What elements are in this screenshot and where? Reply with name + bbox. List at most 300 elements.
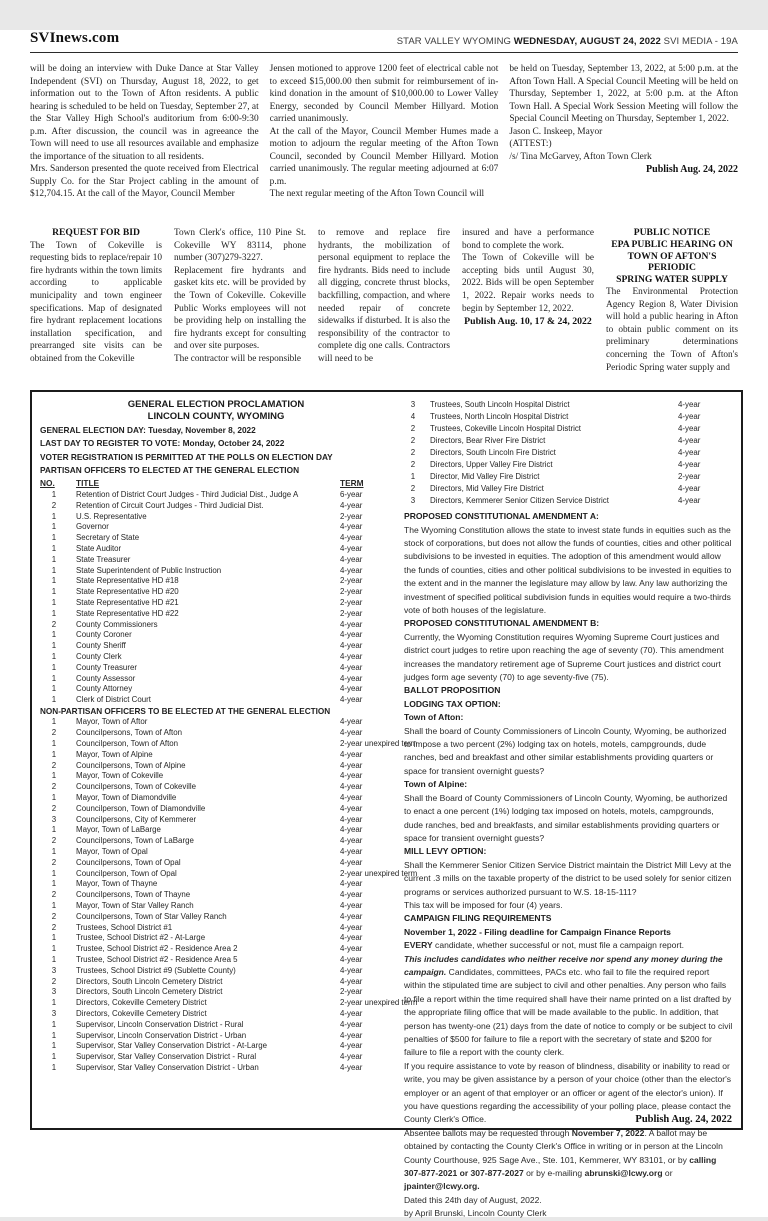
cell-no: 2 (51, 803, 57, 813)
issue-line (397, 36, 738, 47)
text-segment: MILL LEVY OPTION: (404, 846, 487, 857)
officer-row (40, 750, 392, 761)
cell-title: State Representative HD #21 (76, 597, 179, 607)
cell-no: 2 (51, 619, 57, 629)
text-segment: Candidates, committees, PACs etc. who fail to file the required report within the stipulated time are subject to civil and other penalties. Any person who fails to file a report within the time required shall have their name printed on a list drafted by the appropriate filing office that will be made available to the public. In addition, that person has twenty-one (21) days from the date of notice to comply or be subject to civil penalties of $500 for failure to file a report with the secretary of state and $200 for failure to file a report with the county clerk. (404, 966, 733, 1058)
paragraph: Mrs. Sanderson presented the quote received from Electrical Supply Co. for the Star Project cabling in the amount of $12,704.15. At the call of the Mayor, Council Member (30, 164, 259, 200)
cell-title: Directors, Cokeville Cemetery District (76, 998, 207, 1008)
cell-title: Councilperson, Town of Afton (76, 739, 179, 748)
officer-row (40, 890, 392, 901)
text-segment: Shall the Kemmerer Senior Citizen Service District maintain the District Mill Levy at the current .3 mills on the taxable property of the district to be used solely for senior citizen programs or services authorized pursuant to W.S. 18-15-111? (404, 859, 732, 897)
text-segment: Dated this 24th day of August, 2022. (404, 1194, 542, 1205)
cell-no: 2 (410, 424, 416, 434)
cell-term: 4-year (340, 911, 363, 921)
cell-title: Trustee, School District #2 - Residence Area 5 (76, 954, 238, 964)
section-heading (404, 845, 733, 858)
text-segment: Shall the board of County Commissioners of Lincoln County, Wyoming, be authorized to impose a two percent (2%) lodging tax on hotels, motels, campgrounds, dude ranches, bed and breakfast and other similar establishments providing quarters or space for transient overnight guests? (404, 725, 727, 776)
cell-term: 4-year (340, 630, 363, 640)
officer-row (40, 944, 392, 955)
cell-term: 4-year (340, 771, 363, 781)
cell-no: 2 (51, 728, 57, 738)
officer-row (40, 620, 392, 631)
paragraph: insured and have a performance bond to complete the work. (462, 228, 594, 251)
text-segment: or by e-mailing (523, 1168, 585, 1179)
cell-title: Directors, Kemmerer Senior Citizen Service District (430, 496, 609, 506)
paragraph (404, 1207, 733, 1220)
officer-row (40, 533, 392, 544)
cell-no: 1 (51, 825, 57, 835)
cell-term: 4-year (340, 803, 363, 813)
cell-no: 1 (51, 1062, 57, 1072)
text-segment: Town of Alpine: (404, 779, 468, 790)
request-for-bid-title: REQUEST FOR BID (52, 227, 140, 239)
cell-no: 2 (51, 760, 57, 770)
cell-term: 2-year (340, 608, 363, 618)
district-officers-rows (404, 399, 733, 507)
cell-term: 4-year (340, 749, 363, 759)
officer-row (40, 977, 392, 988)
election-info-lines (40, 424, 392, 477)
cell-no: 1 (51, 739, 57, 748)
cell-title: State Superintendent of Public Instruction (76, 565, 222, 575)
cell-no: 1 (51, 597, 57, 607)
text-segment: Town of Afton: (404, 712, 464, 723)
public-notice-title (606, 227, 738, 286)
cell-title: County Attorney (76, 684, 133, 694)
officer-row (40, 901, 392, 912)
cell-term: 4-year (340, 1030, 363, 1040)
legal-notices-row (30, 227, 738, 374)
cell-term: 4-year (340, 900, 363, 910)
text-line: Jason C. Inskeep, Mayor (509, 126, 603, 137)
paragraph: be held on Tuesday, September 13, 2022, at 5:00 p.m. at the Afton Town Hall. A Special Council Meeting will be held on Thursday, September 1, 2022, at 5:00 p.m. at the Afton Town Hall. A Special Work Session Meeting will follow the Special Council Meeting on Thursday, September 1, 2022. (509, 64, 739, 125)
cell-title: Mayor, Town of Alpine (76, 749, 153, 759)
cell-no: 1 (51, 533, 57, 543)
section-heading (404, 510, 733, 523)
cell-term: 4-year (340, 662, 363, 672)
text-segment: This tax will be imposed for four (4) years. (404, 899, 563, 910)
cell-title: Councilpersons, Town of Opal (76, 857, 181, 867)
cell-term: 6-year (340, 489, 363, 499)
cell-no: 1 (51, 543, 57, 553)
cell-no: 1 (51, 900, 57, 910)
cell-no: 2 (51, 857, 57, 867)
minutes-column-2 (270, 63, 499, 201)
cell-no: 1 (51, 771, 57, 781)
cell-term: 4-year (340, 933, 363, 943)
cell-no: 1 (51, 998, 57, 1008)
issue-location: STAR VALLEY WYOMING (396, 36, 514, 47)
paragraph: At the call of the Mayor, Council Member Humes made a motion to adjourn the regular meeting of the Afton Town Council, seconded by Council Member Hillyard. Motion carried unanimously. The regular meeting adjourned at 6:07 p.m. (269, 126, 499, 187)
officer-row (40, 966, 392, 977)
officer-row (40, 512, 392, 523)
officer-row (40, 1041, 392, 1052)
cell-term: 4-year (340, 954, 363, 964)
cell-title: Trustee, School District #2 - Residence Area 2 (76, 944, 238, 954)
paragraph (404, 725, 733, 779)
officer-row (40, 641, 392, 652)
text-line: (ATTEST:) (509, 139, 552, 150)
cell-term: 4-year (340, 565, 363, 575)
cell-title: Councilpersons, Town of LaBarge (76, 836, 194, 846)
cell-title: Supervisor, Star Valley Conservation District - Urban (76, 1062, 259, 1072)
paragraph (404, 1127, 733, 1194)
cell-term: 4-year (340, 944, 363, 954)
cell-term: 2-year (678, 472, 701, 482)
officer-row (404, 471, 733, 483)
text-segment: LODGING TAX OPTION: (404, 698, 501, 709)
cell-no: 1 (51, 651, 57, 661)
masthead (30, 30, 738, 53)
publish-line: Publish Aug. 24, 2022 (635, 1114, 732, 1126)
cell-no: 1 (51, 684, 57, 694)
cell-no: 1 (51, 868, 57, 878)
paragraph: Town Clerk's office, 110 Pine St. Cokeville WY 83114, phone number (307)279-3227. (174, 228, 306, 264)
text-line: GENERAL ELECTION DAY: Tuesday, November 8, 2022 (40, 425, 256, 436)
section-heading (404, 617, 733, 630)
cell-term: 4-year (340, 533, 363, 543)
section-heading (404, 684, 733, 697)
text-segment: PROPOSED CONSTITUTIONAL AMENDMENT B: (404, 618, 600, 629)
officer-row (40, 576, 392, 587)
cell-title: County Coroner (76, 630, 132, 640)
cell-title: Secretary of State (76, 533, 140, 543)
text-segment: jpainter@lcwy.org. (404, 1181, 480, 1192)
cell-no: 1 (51, 565, 57, 575)
text-line: /s/ Tina McGarvey, Afton Town Clerk (509, 151, 652, 162)
cell-term: 2-year (340, 511, 363, 521)
officer-row (40, 587, 392, 598)
cell-title: Trustees, South Lincoln Hospital District (430, 400, 570, 410)
paragraph: Jensen motioned to approve 1200 feet of electrical cable not to exceed $15,000.00 then submit for reimbursement of in-kind donation in the amount of $10,000.00 to Lower Valley Energy, seconded by Council Member Hillyard. Motion carried unanimously. (269, 64, 499, 125)
cell-term: 2-year (340, 576, 363, 586)
cell-term: 4-year (678, 412, 701, 422)
officer-row (40, 609, 392, 620)
text-line: PARTISAN OFFICERS TO ELECTED AT THE GENERAL ELECTION (40, 464, 300, 475)
paragraph: Replacement fire hydrants and gasket kits etc. will be provided by the Town of Cokeville. Cokeville Public Works employees will not be providing help on installing the fire hydrants except for consulting and over site purposes. (174, 265, 306, 352)
officer-row (40, 663, 392, 674)
nonpartisan-officers-rows (40, 717, 418, 1073)
officer-row (404, 435, 733, 447)
cell-no: 2 (51, 890, 57, 900)
text-segment: Absentee ballots may be requested through (404, 1127, 572, 1138)
cell-title: County Commissioners (76, 619, 158, 629)
cell-term: 4-year (340, 760, 363, 770)
cell-term: 4-year (340, 717, 363, 727)
officer-row (40, 566, 392, 577)
paragraph (404, 953, 733, 1060)
cell-term: 4-year (340, 782, 363, 792)
officer-row (40, 522, 392, 533)
officer-row (404, 423, 733, 435)
cell-no: 1 (410, 472, 416, 482)
cell-no: 1 (51, 673, 57, 683)
paragraph: The contractor will be responsible (174, 353, 302, 364)
cell-no: 2 (410, 484, 416, 494)
paragraph: The Environmental Protection Agency Region 8, Water Division will hold a public hearing in Afton to obtain public comment on its preliminary determinations concerning the Town of Afton's Periodic Spring water supply and (606, 287, 738, 373)
cell-term: 4-year (678, 436, 701, 446)
cell-title: State Representative HD #22 (76, 608, 179, 618)
cell-title: Mayor, Town of Thayne (76, 879, 158, 889)
text-segment: calling 307-877-2021 or 307-877-2027 (404, 1154, 717, 1179)
officer-row (40, 674, 392, 685)
paragraph: The next regular meeting of the Afton Town Council will (269, 189, 485, 200)
text-line: VOTER REGISTRATION IS PERMITTED AT THE POLLS ON ELECTION DAY (40, 451, 333, 462)
cell-no: 1 (51, 1030, 57, 1040)
request-for-bid-column-3 (318, 227, 450, 366)
cell-term: 4-year (340, 684, 363, 694)
cell-title: Directors, Mid Valley Fire District (430, 484, 544, 494)
cell-title: Councilpersons, City of Kemmerer (76, 814, 197, 824)
cell-no: 1 (51, 587, 57, 597)
cell-no: 1 (51, 792, 57, 802)
cell-term: 4-year (340, 857, 363, 867)
text-segment: Shall the Board of County Commissioners of Lincoln County, Wyoming, be authorized to enact a one percent (1%) lodging tax imposed on hotels, motels, campgrounds, dude ranches, bed and breakfasts, and similar establishments providing quarters or space for transient overnight guests? (404, 792, 728, 843)
text-line: LAST DAY TO REGISTER TO VOTE: Monday, October 24, 2022 (40, 438, 285, 449)
cell-term: 2-year (340, 587, 363, 597)
text-line: SPRING WATER SUPPLY (616, 274, 728, 286)
cell-title: Councilperson, Town of Diamondville (76, 803, 206, 813)
cell-term: 4-year (340, 836, 363, 846)
officer-row (404, 483, 733, 495)
cell-title: Directors, South Lincoln Cemetery District (76, 976, 223, 986)
request-for-bid-column-2 (174, 227, 306, 366)
cell-term: 4-year (340, 814, 363, 824)
officer-row (404, 447, 733, 459)
paragraph (404, 524, 733, 618)
cell-no: 1 (51, 1019, 57, 1029)
cell-term: 2-year unexpired term (340, 868, 418, 878)
text-segment: by April Brunski, Lincoln County Clerk (404, 1208, 547, 1219)
cell-title: Clerk of District Court (76, 695, 151, 705)
officer-row (40, 630, 392, 641)
cell-title: Retention of District Court Judges - Third Judicial Dist., Judge A (76, 489, 299, 499)
cell-term: 4-year (340, 554, 363, 564)
officer-row (40, 695, 392, 706)
section-heading (404, 912, 733, 925)
officer-row (40, 825, 392, 836)
cell-no: 1 (51, 695, 57, 705)
cell-title: Councilpersons, Town of Cokeville (76, 782, 197, 792)
cell-no: 1 (51, 954, 57, 964)
officer-row (40, 782, 392, 793)
officer-row (40, 761, 392, 772)
cell-no: 2 (51, 911, 57, 921)
afton-council-minutes-article (30, 63, 738, 201)
officer-row (40, 717, 392, 728)
newspaper-page (0, 30, 768, 1217)
paragraph (404, 1194, 733, 1207)
officer-row (40, 879, 392, 890)
cell-no: 1 (51, 1041, 57, 1051)
cell-term: 4-year (340, 651, 363, 661)
text-line: PUBLIC NOTICE (633, 227, 711, 239)
officer-row (40, 998, 418, 1009)
officers-table-header (40, 477, 392, 490)
epa-public-notice-column (606, 227, 738, 374)
cell-title: Councilpersons, Town of Alpine (76, 760, 186, 770)
issue-edition: SVI MEDIA - 19A (660, 36, 738, 47)
cell-term: 4-year (340, 619, 363, 629)
cell-no: 1 (51, 489, 57, 499)
cell-title: Mayor, Town of Aftor (76, 717, 148, 727)
cell-no: 2 (51, 976, 57, 986)
cell-title: Trustees, School District #1 (76, 922, 173, 932)
cell-title: County Treasurer (76, 662, 137, 672)
cell-term: 4-year (678, 448, 701, 458)
section-heading (404, 698, 733, 711)
officer-row (40, 739, 418, 750)
text-segment: If you require assistance to vote by reason of blindness, disability or inability to read or write, you may be given assistance by a person of your choice (other than the elector's employer or an agent of that employer or an officer or agent of the elector's union). If you have questions regarding the accessibility of your polling place, please contact the County Clerk's Office. (404, 1060, 732, 1125)
text-segment: abrunski@lcwy.org (584, 1168, 663, 1179)
cell-no: 2 (410, 460, 416, 470)
cell-no: 1 (51, 1052, 57, 1062)
public-notice-body (606, 286, 738, 374)
cell-no: 1 (51, 717, 57, 727)
text-line: TOWN OF AFTON'S PERIODIC (627, 250, 717, 274)
officer-row (40, 544, 392, 555)
cell-term: 4-year (340, 965, 363, 975)
cell-term: 2-year unexpired term (340, 998, 418, 1008)
cell-title: County Clerk (76, 651, 122, 661)
cell-term: 4-year (340, 1008, 363, 1018)
cell-title: Mayor, Town of Opal (76, 846, 148, 856)
officer-row (40, 868, 418, 880)
officer-row (40, 652, 392, 663)
text-segment: November 1, 2022 - Filing deadline for Campaign Finance Reports (404, 926, 671, 937)
cell-title: Mayor, Town of Diamondville (76, 792, 177, 802)
text-segment: November 7, 2022 (571, 1127, 645, 1138)
officer-row (40, 598, 392, 609)
cell-term: 4-year (678, 460, 701, 470)
cell-term: 4-year (340, 673, 363, 683)
cell-title: State Representative HD #18 (76, 576, 179, 586)
paragraph: The Town of Cokeville is requesting bids to replace/repair 10 fire hydrants within the town limits according to applicable municipality and town engineer specifications. Map of designated fire hydrant replacement locations installation specification, and prearranged site visits can be obtained from the Cokeville (30, 240, 162, 364)
cell-title: Councilperson, Town of Opal (76, 868, 177, 878)
text-segment: CAMPAIGN FILING REQUIREMENTS (404, 913, 552, 924)
cell-title: Supervisor, Star Valley Conservation District - At-Large (76, 1041, 268, 1051)
cell-term: 4-year (340, 846, 363, 856)
cell-term: 4-year (340, 1062, 363, 1072)
cell-term: 4-year (340, 500, 363, 510)
officer-row (40, 793, 392, 804)
cell-term: 4-year (340, 522, 363, 532)
text-segment: Currently, the Wyoming Constitution requires Wyoming Supreme Court justices and district court judges to retire upon reaching the age of seventy (70). This amendment increases the mandatory retirement age of Supreme Court justices and district court judges form age seventy (70) to age seventy-five (75). (404, 631, 724, 683)
text-segment: candidate, whether successful or not, must file a campaign report. (432, 940, 684, 951)
officer-row (40, 728, 392, 739)
minutes-column-3-body (509, 63, 738, 126)
election-proclamation-box (30, 390, 743, 1219)
paragraph: The Town of Cokeville will be accepting bids until August 30, 2022. Bids will be open September 1, 2022. Repair works needs to begin by September 12, 2022. (462, 253, 594, 314)
cell-title: Mayor, Town of Star Valley Ranch (76, 900, 194, 910)
officer-row (40, 933, 392, 944)
paragraph (404, 792, 733, 846)
cell-term: 4-year (340, 1019, 363, 1029)
cell-title: County Sheriff (76, 641, 126, 651)
cell-title: Trustee, School District #2 - At-Large (76, 933, 206, 943)
cell-title: Supervisor, Lincoln Conservation District - Urban (76, 1030, 247, 1040)
minutes-column-1 (30, 63, 259, 201)
cell-title: Mayor, Town of Cokeville (76, 771, 164, 781)
cell-term: 2-year unexpired term (340, 739, 418, 748)
proclamation-title-line-1: GENERAL ELECTION PROCLAMATION (127, 399, 305, 411)
paragraph (404, 859, 733, 899)
cell-title: Trustees, School District #9 (Sublette County) (76, 965, 236, 975)
officer-row (404, 459, 733, 471)
paragraph: to remove and replace fire hydrants, the mobilization of personal equipment to replace the fire hydrants. Bids need to include all digging, concrete thrust blocks, backfilling, compaction, and where needed repair of concrete sidewalks if disturbed. It is also the responsibility of the contractor to complete dig one calls. Contractors will need to be (318, 228, 450, 364)
cell-title: Governor (76, 522, 109, 532)
minutes-column-3 (509, 63, 738, 201)
proclamation-title (40, 399, 392, 422)
text-segment: or (662, 1168, 673, 1179)
section-heading (404, 926, 733, 939)
cell-no: 1 (51, 576, 57, 586)
paragraph: will be doing an interview with Duke Dance at Star Valley Independent (SVI) on Thursday, August 18, 2022, to get information out to the Town of Afton residents. A public hearing is scheduled to be held on Tuesday, September 27, at the Star Valley High School's auditorium from 6:00-9:30 p.m. After discussion, the council was in agreeance the Town will need to use all resources available and emphasize the importance of the situation to all residents. (30, 64, 259, 162)
officer-row (40, 847, 392, 858)
cell-term: 4-year (678, 496, 701, 506)
column-header-no: NO. (40, 477, 55, 488)
cell-title: Directors, Upper Valley Fire District (430, 460, 553, 470)
cell-term: 4-year (340, 1041, 363, 1051)
cell-no: 1 (51, 641, 57, 651)
nonpartisan-section-heading: NON-PARTISAN OFFICERS TO BE ELECTED AT THE GENERAL ELECTION (40, 706, 331, 716)
cell-title: Trustees, Cokeville Lincoln Hospital District (430, 424, 581, 434)
issue-date: WEDNESDAY, AUGUST 24, 2022 (513, 36, 661, 47)
text-segment: The Wyoming Constitution allows the state to invest state funds in equities such as the stock of corporations, but does not allow the funds of counties, cities and other political subdivisions to be invested in equities. The adoption of this amendment would allow the funds of counties, cities and other political subdivisions to be invested in equities to the extent and in the manner the legislature may allow by law. Any law authorizing the investment of specified political subdivision funds in equities would require a two-thirds vote of both houses of the legislature. (404, 524, 732, 615)
cell-title: State Auditor (76, 543, 122, 553)
column-header-term: TERM (340, 477, 364, 488)
cell-term: 4-year (678, 484, 701, 494)
cell-no: 3 (51, 965, 57, 975)
text-segment: This includes candidates who neither receive nor spend any money during the campaign. (404, 953, 723, 977)
text-segment: . A ballot may be obtained by contacting the County Clerk's Office in writing or in person at the Lincoln County Courthouse, 925 Sage Ave., Ste. 101, Kemmerer, WY 83101, or by (404, 1127, 723, 1165)
cell-no: 1 (51, 749, 57, 759)
officer-row (40, 501, 392, 512)
request-for-bid-column-1 (30, 227, 162, 366)
cell-title: Directors, Bear River Fire District (430, 436, 546, 446)
cell-no: 1 (51, 511, 57, 521)
cell-no: 3 (410, 400, 416, 410)
cell-no: 1 (51, 522, 57, 532)
cell-no: 2 (51, 500, 57, 510)
cell-title: Directors, South Lincoln Fire District (430, 448, 556, 458)
cell-title: Supervisor, Lincoln Conservation District - Rural (76, 1019, 244, 1029)
cell-title: Councilpersons, Town of Thayne (76, 890, 191, 900)
cell-no: 1 (51, 608, 57, 618)
officer-row (40, 836, 392, 847)
partisan-officers-rows (40, 490, 392, 706)
cell-term: 4-year (340, 792, 363, 802)
cell-no: 3 (410, 496, 416, 506)
officer-row (40, 858, 392, 869)
cell-no: 2 (51, 836, 57, 846)
officer-row (404, 399, 733, 411)
cell-term: 4-year (340, 695, 363, 705)
cell-no: 1 (51, 933, 57, 943)
officer-row (404, 495, 733, 507)
officer-row (40, 955, 392, 966)
cell-title: Supervisor, Star Valley Conservation District - Rural (76, 1052, 257, 1062)
officer-row (40, 1009, 392, 1020)
signature-block (509, 126, 738, 164)
text-line: EPA PUBLIC HEARING ON (611, 238, 733, 250)
cell-term: 4-year (340, 1052, 363, 1062)
cell-no: 3 (51, 1008, 57, 1018)
officer-row (40, 987, 392, 998)
cell-title: Councilpersons, Town of Star Valley Ranch (76, 911, 227, 921)
officer-row (404, 411, 733, 423)
cell-term: 2-year (340, 597, 363, 607)
